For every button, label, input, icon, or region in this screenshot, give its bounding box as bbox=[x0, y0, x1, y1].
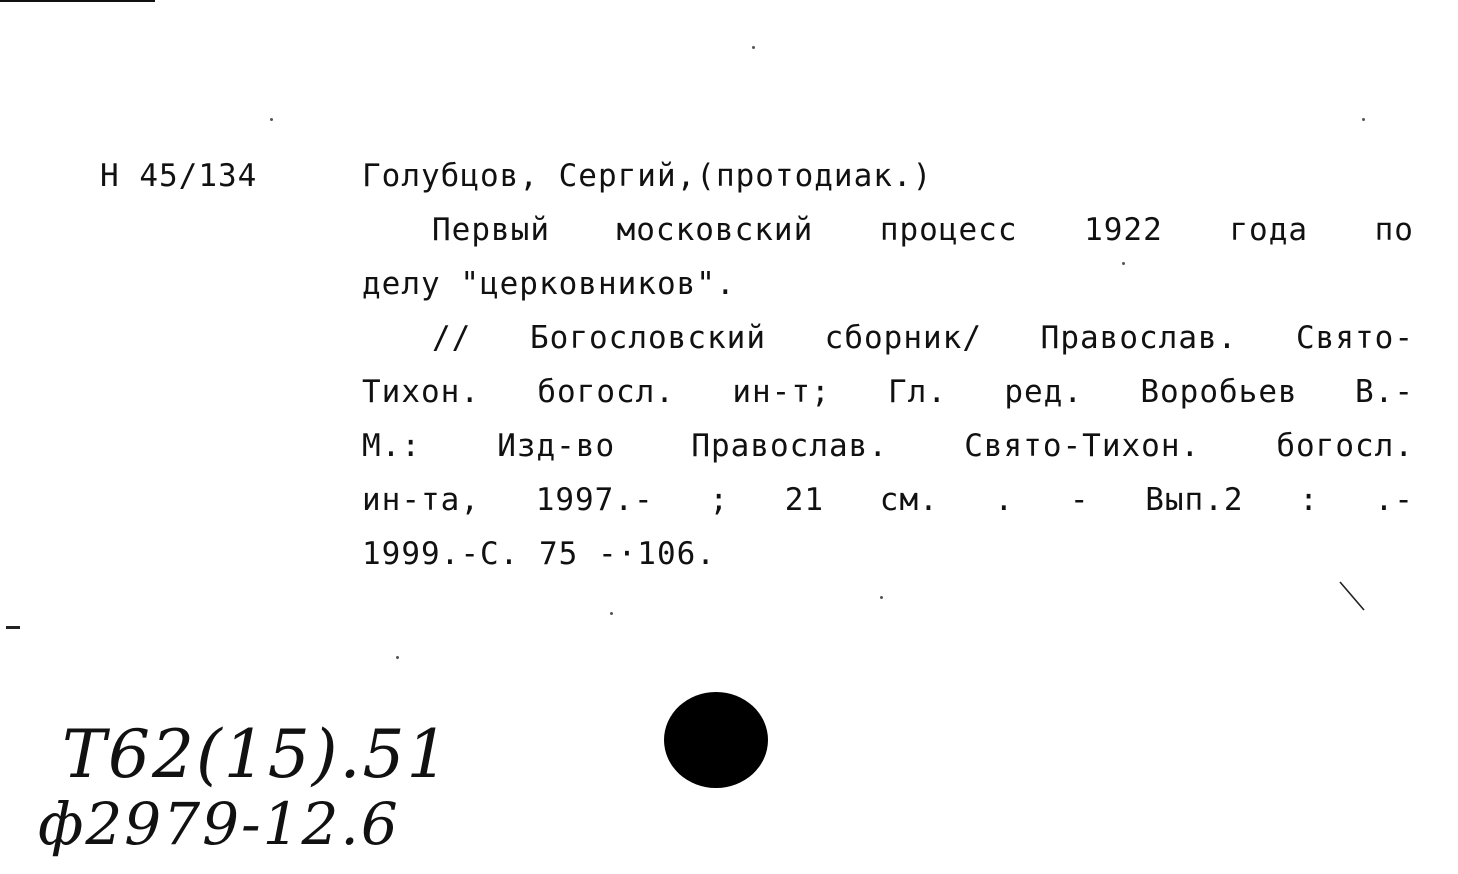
dust-speck bbox=[880, 596, 883, 599]
source-word: 1997.- bbox=[535, 482, 654, 518]
source-word: Гл. bbox=[888, 374, 947, 410]
dust-speck bbox=[752, 46, 755, 49]
source-line-2 bbox=[362, 374, 1414, 410]
dust-speck bbox=[270, 118, 273, 121]
title-word: года bbox=[1229, 212, 1309, 248]
source-word: Тихон. bbox=[362, 374, 480, 410]
source-word: М.: bbox=[362, 428, 421, 464]
source-line-4 bbox=[362, 482, 1414, 518]
source-word: - bbox=[1069, 482, 1090, 518]
handwritten-classification: Т62(15).51 bbox=[62, 716, 451, 793]
source-word: Свято-Тихон. bbox=[964, 428, 1201, 464]
source-word: Вып.2 bbox=[1145, 482, 1244, 518]
title-line-2: делу "церковников". bbox=[362, 266, 736, 302]
title-word: по bbox=[1374, 212, 1414, 248]
source-word: 21 bbox=[784, 482, 825, 518]
dust-speck bbox=[610, 612, 613, 615]
source-word: Воробьев bbox=[1140, 374, 1298, 410]
source-word: . bbox=[994, 482, 1015, 518]
margin-mark bbox=[6, 626, 20, 629]
source-line-1 bbox=[432, 320, 1414, 356]
author-heading: Голубцов, Сергий,(протодиак.) bbox=[362, 158, 933, 194]
source-word: // bbox=[432, 320, 472, 356]
source-word: см. bbox=[879, 482, 939, 518]
title-word: 1922 bbox=[1084, 212, 1163, 248]
source-word: Изд-во bbox=[497, 428, 616, 464]
source-word: В.- bbox=[1355, 374, 1414, 410]
source-word: ин-та, bbox=[362, 482, 480, 518]
stray-pen-stroke bbox=[1338, 580, 1368, 614]
source-line-3 bbox=[362, 428, 1414, 464]
call-number: Н 45/134 bbox=[100, 158, 258, 194]
source-word: Православ. bbox=[691, 428, 888, 464]
punch-hole bbox=[664, 692, 768, 788]
source-word: сборник/ bbox=[824, 320, 982, 356]
source-word: : bbox=[1299, 482, 1319, 518]
dust-speck bbox=[396, 656, 399, 659]
source-word: богосл. bbox=[1276, 428, 1414, 464]
source-word: ред. bbox=[1004, 374, 1083, 410]
source-word: Православ. bbox=[1040, 320, 1238, 356]
source-word: Свято- bbox=[1296, 320, 1414, 356]
dust-speck bbox=[1122, 262, 1125, 265]
source-word: ; bbox=[709, 482, 730, 518]
source-line-5: 1999.-С. 75 -·106. bbox=[362, 536, 716, 572]
title-word: процесс bbox=[879, 212, 1018, 248]
dust-speck bbox=[1362, 118, 1365, 121]
source-word: богосл. bbox=[537, 374, 675, 410]
top-edge-rule bbox=[0, 0, 155, 2]
handwritten-shelfmark: ф2979-12.6 bbox=[38, 790, 400, 858]
title-word: московский bbox=[616, 212, 814, 248]
source-word: ин-т; bbox=[732, 374, 831, 410]
title-word: Первый bbox=[432, 212, 550, 248]
source-word: Богословский bbox=[530, 320, 766, 356]
source-word: .- bbox=[1374, 482, 1414, 518]
title-line-1 bbox=[432, 212, 1414, 248]
